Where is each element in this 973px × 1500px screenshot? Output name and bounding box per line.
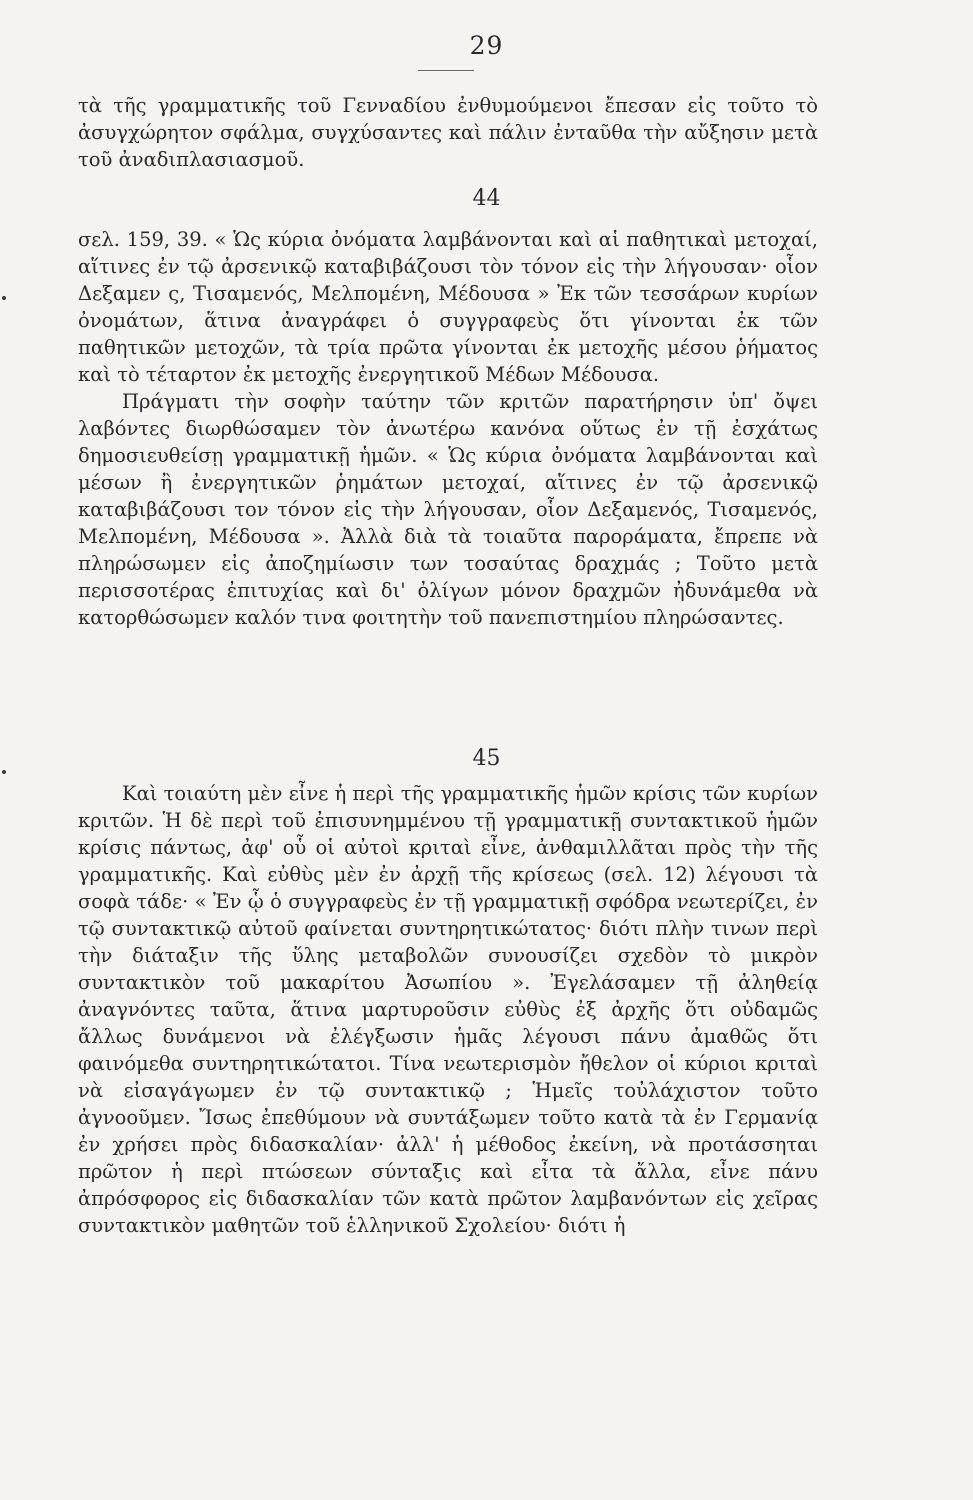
- intro-paragraph: [78, 92, 818, 173]
- section-45-paragraph-1: Καὶ τοιαύτη μὲν εἶνε ἡ περὶ τῆς γραμματικῆς ἡμῶν κρίσις τῶν κυρίων κριτῶν. Ἡ δὲ περὶ τοῦ ἐπισυνημμένου τῇ γραμματικῇ συντακτικοῦ ἡμῶν κρίσις πάντως, ἀφ' οὗ οἱ αὐτοὶ κριταὶ εἶνε, ἀνθαμιλλᾶται πρὸς τὴν τῆς γραμματικῆς. Καὶ εὐθὺς μὲν ἐν ἀρχῇ τῆς κρίσεως (σελ. 12) λέγουσι τὰ σοφὰ τάδε· « Ἐν ᾧ ὁ συγγραφεὺς ἐν τῇ γραμματικῇ σφόδρα νεωτερίζει, ἐν τῷ συντακτικῷ αὐτοῦ φαίνεται συντηρητικώτατος· διότι πλὴν τινων περὶ τὴν διάταξιν τῆς ὕλης μεταβολῶν συνουσίζει σχεδὸν τὸ μικρὸν συντακτικὸν τοῦ μακαρίτου Ἀσωπίου ». Ἐγελάσαμεν τῇ ἀληθείᾳ ἀναγνόντες ταῦτα, ἅτινα μαρτυροῦσιν εὐθὺς ἐξ ἀρχῆς ὅτι οὐδαμῶς ἄλλως δυνάμενοι νὰ ἐλέγξωσιν ἡμᾶς λέγουσι πάνυ ἀμαθῶς ὅτι φαινόμεθα συντηρητικώτατοι. Τίνα νεωτερισμὸν ἤθελον οἱ κύριοι κριταὶ νὰ εἰσαγάγωμεν ἐν τῷ συντακτικῷ ; Ἡμεῖς τοὐλάχιστον τοῦτο ἀγνοοῦμεν. Ἴσως ἐπεθύμουν νὰ συντάξωμεν τοῦτο κατὰ τὰ ἐν Γερμανίᾳ ἐν χρήσει πρὸς διδασκαλίαν· ἀλλ' ἡ μέθοδος ἐκείνη, νὰ προτάσσηται πρῶτον ἡ περὶ πτώσεων σύνταξις καὶ εἶτα τὰ ἄλλα, εἶνε πάνυ ἀπρόσφορος εἰς διδασκαλίαν τῶν κατὰ πρῶτον λαμβανόντων εἰς χεῖρας συντακτικὸν μαθητῶν τοῦ ἑλληνικοῦ Σχολείου· διότι ἡ: [78, 782, 818, 1237]
- section-number-45: 45: [472, 746, 501, 771]
- header-rule: [418, 70, 474, 71]
- page-number: 29: [469, 31, 504, 60]
- margin-mark: [2, 770, 6, 774]
- section-44-paragraph-2: Πράγματι τὴν σοφὴν ταύτην τῶν κριτῶν παρατήρησιν ὑπ' ὄψει λαβόντες διωρθώσαμεν τὸν ἀνωτέρω κανόνα οὕτως ἐν τῇ ἐσχάτως δημοσιευθείσῃ γραμματικῇ ἡμῶν. « Ὡς κύρια ὀνόματα λαμβάνονται καὶ μέσων ἢ ἐνεργητικῶν ῥημάτων μετοχαί, αἵτινες ἐν τῷ ἀρσενικῷ καταβιβάζουσι τον τόνον εἰς τὴν λήγουσαν, οἷον Δεξαμενός, Τισαμενός, Μελπομένη, Μέδουσα ». Ἀλλὰ διὰ τὰ τοιαῦτα παροράματα, ἔπρεπε νὰ πληρώσωμεν εἰς ἀποζημίωσιν των τοσαύτας δραχμάς ; Τοῦτο μετὰ περισσοτέρας ἐπιτυχίας καὶ δι' ὀλίγων μόνον δραχμῶν ἠδυνάμεθα νὰ κατορθώσωμεν καλόν τινα φοιτητὴν τοῦ πανεπιστημίου πληρώσαντες.: [78, 390, 818, 629]
- intro-text: τὰ τῆς γραμματικῆς τοῦ Γενναδίου ἐνθυμούμενοι ἔπεσαν εἰς τοῦτο τὸ ἀσυγχώρητον σφάλμα, συγχύσαντες καὶ πάλιν ἐνταῦθα τὴν αὔξησιν μετὰ τοῦ ἀναδιπλασιασμοῦ.: [78, 94, 818, 171]
- section-number-44: 44: [472, 186, 501, 211]
- section-45-body: [78, 780, 818, 1239]
- margin-mark: [2, 296, 6, 300]
- section-44-body: [78, 226, 818, 631]
- section-44-paragraph-1: σελ. 159, 39. « Ὡς κύρια ὀνόματα λαμβάνονται καὶ αἱ παθητικαὶ μετοχαί, αἵτινες ἐν τῷ ἀρσενικῷ καταβιβάζουσι τὸν τόνον εἰς τὴν λήγουσαν· οἷον Δεξαμεν ς, Τισαμενός, Μελπομένη, Μέδουσα » Ἐκ τῶν τεσσάρων κυρίων ὀνομάτων, ἅτινα ἀναγράφει ὁ συγγραφεὺς ὅτι γίνονται ἐκ τῶν παθητικῶν μετοχῶν, τὰ τρία πρῶτα γίνονται ἐκ μετοχῆς μέσου ῥήματος καὶ τὸ τέταρτον ἐκ μετοχῆς ἐνεργητικοῦ Μέδων Μέδουσα.: [78, 228, 818, 386]
